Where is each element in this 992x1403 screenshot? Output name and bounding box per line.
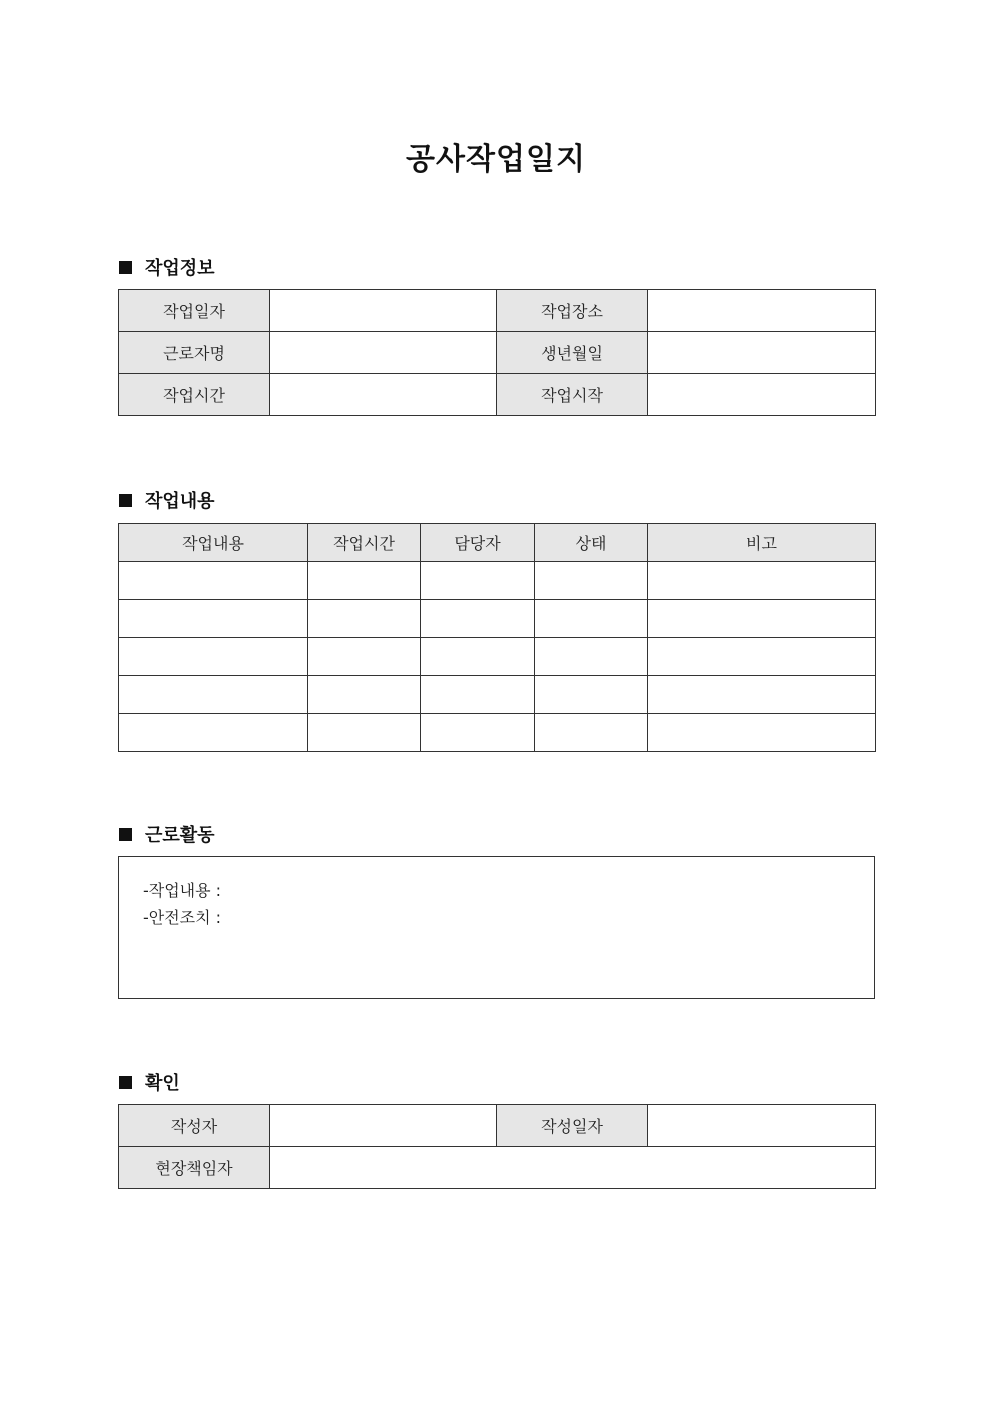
table-row	[119, 332, 876, 374]
page-title: 공사작업일지	[406, 142, 586, 177]
labor-activity-line: -작업내용 :	[143, 881, 222, 900]
table-row	[119, 374, 876, 416]
table-cell[interactable]	[535, 714, 648, 752]
table-cell[interactable]	[308, 676, 421, 714]
table-cell[interactable]	[119, 638, 308, 676]
table-cell[interactable]	[119, 562, 308, 600]
section-title: 근로활동	[145, 825, 215, 846]
table-cell[interactable]	[535, 638, 648, 676]
table-cell[interactable]	[119, 600, 308, 638]
confirmation-table	[118, 1104, 876, 1189]
column-header: 비고	[648, 524, 876, 562]
field-label: 작성일자	[497, 1105, 648, 1147]
field-label: 작업장소	[497, 290, 648, 332]
column-header: 상태	[535, 524, 648, 562]
table-cell[interactable]	[648, 562, 876, 600]
table-row	[119, 676, 876, 714]
labor-activity-box[interactable]	[118, 856, 875, 999]
square-bullet-icon	[119, 828, 132, 841]
table-cell[interactable]	[421, 600, 535, 638]
column-header: 담당자	[421, 524, 535, 562]
square-bullet-icon	[119, 261, 132, 274]
table-cell[interactable]	[535, 676, 648, 714]
table-cell[interactable]	[308, 562, 421, 600]
table-row	[119, 714, 876, 752]
table-cell[interactable]	[308, 714, 421, 752]
table-cell[interactable]	[119, 676, 308, 714]
table-cell[interactable]	[535, 600, 648, 638]
column-header: 작업내용	[119, 524, 308, 562]
field-label: 근로자명	[119, 332, 270, 374]
field-label: 작업일자	[119, 290, 270, 332]
written-date-field[interactable]	[648, 1105, 876, 1147]
table-cell[interactable]	[648, 600, 876, 638]
square-bullet-icon	[119, 494, 132, 507]
table-cell[interactable]	[648, 638, 876, 676]
work-info-table	[118, 289, 876, 416]
column-header: 작업시간	[308, 524, 421, 562]
section-title: 확인	[145, 1073, 180, 1094]
field-label: 생년월일	[497, 332, 648, 374]
section-title: 작업내용	[145, 491, 215, 512]
table-row	[119, 1105, 876, 1147]
table-row	[119, 562, 876, 600]
table-cell[interactable]	[421, 638, 535, 676]
work-start-field[interactable]	[648, 374, 876, 416]
field-label: 작성자	[119, 1105, 270, 1147]
table-cell[interactable]	[648, 676, 876, 714]
birth-date-field[interactable]	[648, 332, 876, 374]
table-cell[interactable]	[421, 562, 535, 600]
table-cell[interactable]	[648, 714, 876, 752]
labor-activity-line: -안전조치 :	[143, 908, 222, 927]
table-row	[119, 290, 876, 332]
square-bullet-icon	[119, 1076, 132, 1089]
section-title: 작업정보	[145, 258, 215, 279]
author-field[interactable]	[270, 1105, 497, 1147]
table-row	[119, 600, 876, 638]
section-heading-labor-activity	[119, 821, 215, 847]
work-date-field[interactable]	[270, 290, 497, 332]
section-heading-work-content	[119, 487, 215, 513]
table-header-row	[119, 524, 876, 562]
table-row	[119, 638, 876, 676]
field-label: 작업시작	[497, 374, 648, 416]
table-cell[interactable]	[421, 714, 535, 752]
table-cell[interactable]	[308, 600, 421, 638]
table-cell[interactable]	[421, 676, 535, 714]
table-cell[interactable]	[535, 562, 648, 600]
worker-name-field[interactable]	[270, 332, 497, 374]
section-heading-work-info	[119, 254, 215, 280]
field-label: 작업시간	[119, 374, 270, 416]
table-row	[119, 1147, 876, 1189]
work-location-field[interactable]	[648, 290, 876, 332]
work-time-field[interactable]	[270, 374, 497, 416]
table-cell[interactable]	[308, 638, 421, 676]
work-content-table	[118, 523, 876, 752]
site-manager-field[interactable]	[270, 1147, 876, 1189]
field-label: 현장책임자	[119, 1147, 270, 1189]
section-heading-confirmation	[119, 1069, 180, 1095]
table-cell[interactable]	[119, 714, 308, 752]
